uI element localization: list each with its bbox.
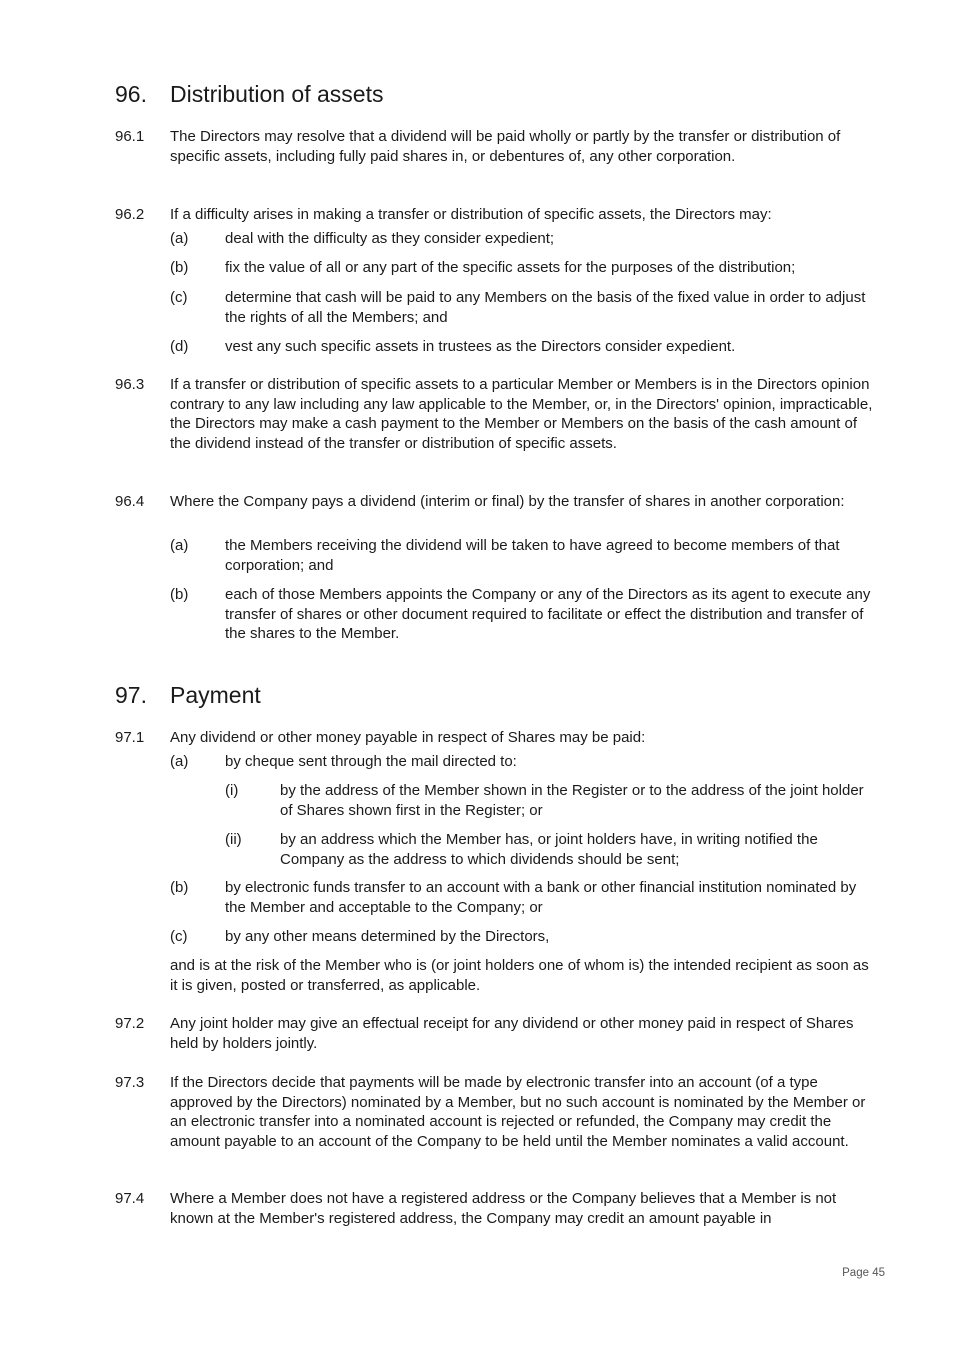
clause-text: If a difficulty arises in making a transfer or distribution of specific assets, the Directors may: [170,206,772,223]
item-text: deal with the difficulty as they consider expedient; [225,230,555,247]
clause-number: 97.3 [115,1074,145,1091]
clause-number: 97.1 [115,729,145,746]
item-label: (b) [170,879,189,896]
section-title: Payment [170,682,261,708]
item-label: (c) [170,928,188,945]
clause-text: Any joint holder may give an effectual receipt for any dividend or other money paid in respect of Shares held by holders jointly. [170,1015,854,1052]
clause-text: The Directors may resolve that a dividend will be paid wholly or partly by the transfer or distribution of specific assets, including fully paid shares in, or debentures of, any other corporation. [170,128,841,165]
section-title: Distribution of assets [170,81,384,107]
section-number: 97. [115,682,147,708]
subitem-label: (ii) [225,831,242,848]
item-text: by any other means determined by the Directors, [225,928,550,945]
item-label: (d) [170,338,189,355]
item-label: (a) [170,753,189,770]
item-text: each of those Members appoints the Company or any of the Directors as its agent to execute any transfer of shares or other document required to facilitate or effect the distribution and transfer of the shares to the Member. [225,586,871,642]
item-text: fix the value of all or any part of the specific assets for the purposes of the distribution; [225,259,796,276]
page-number: Page 45 [842,1267,885,1279]
clause-number: 97.4 [115,1190,145,1207]
clause-number: 96.3 [115,376,145,393]
item-text: vest any such specific assets in trustees as the Directors consider expedient. [225,338,736,355]
clause-text: Where the Company pays a dividend (interim or final) by the transfer of shares in another corporation: [170,493,845,510]
clause-97-1-continuation: and is at the risk of the Member who is (or joint holders one of whom is) the intended recipient as soon as it is given, posted or transferred, as applicable. [170,957,869,994]
item-label: (c) [170,289,188,306]
clause-text: If the Directors decide that payments will be made by electronic transfer into an account (of a type approved by the Directors) nominated by a Member, but no such account is nominated by the Member or an electronic transfer into a nominated account is rejected or refunded, the Company may credit the amount payable to an account of the Company to be held until the Member nominates a valid account. [170,1074,866,1150]
clause-number: 96.1 [115,128,145,145]
item-label: (a) [170,230,189,247]
clause-number: 96.4 [115,493,145,510]
section-number: 96. [115,81,147,107]
clause-text: Where a Member does not have a registered address or the Company believes that a Member is not known at the Member's registered address, the Company may credit an amount payable in [170,1190,837,1227]
item-text: by cheque sent through the mail directed to: [225,753,517,770]
subitem-label: (i) [225,782,239,799]
item-text: the Members receiving the dividend will be taken to have agreed to become members of that corporation; and [225,537,840,574]
item-label: (b) [170,259,189,276]
clause-number: 97.2 [115,1015,145,1032]
item-text: by electronic funds transfer to an account with a bank or other financial institution nominated by the Member and acceptable to the Company; or [225,879,857,916]
clause-number: 96.2 [115,206,145,223]
item-text: determine that cash will be paid to any Members on the basis of the fixed value in order to adjust the rights of all the Members; and [225,289,866,326]
item-label: (a) [170,537,189,554]
subitem-text: by the address of the Member shown in the Register or to the address of the joint holder of Shares shown first in the Register; or [280,782,864,819]
clause-text: If a transfer or distribution of specific assets to a particular Member or Members is in the Directors opinion contrary to any law including any law applicable to the Member, or, in the Directors' opinion, impracticable, the Directors may make a cash payment to the Member or Members on the basis of the cash amount of the dividend instead of the transfer or distribution of specific assets. [170,376,873,452]
clause-text: Any dividend or other money payable in respect of Shares may be paid: [170,729,646,746]
subitem-text: by an address which the Member has, or joint holders have, in writing notified the Company as the address to which dividends should be sent; [280,831,818,868]
item-label: (b) [170,586,189,603]
